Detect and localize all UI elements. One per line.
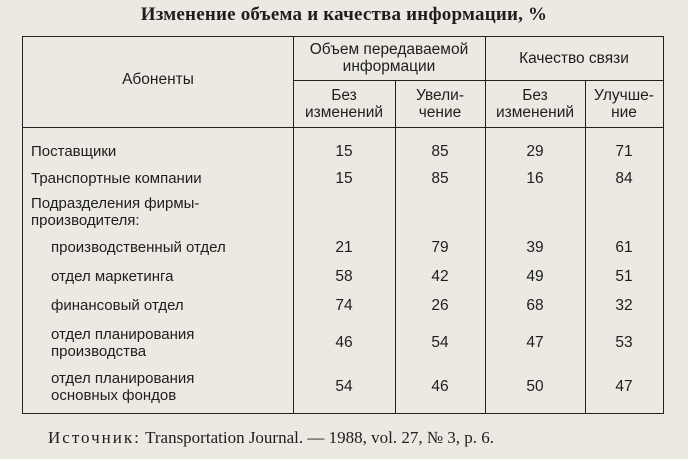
table-cell-value: 29 [526,143,544,160]
table-cell-value: 15 [335,170,353,187]
data-table [22,36,664,414]
row-label [51,297,184,314]
header-sub-line: изменений [304,104,384,121]
row-label-line: производителя: [31,212,140,229]
table-cell-value: 39 [526,239,544,256]
header-divider [293,80,663,81]
source-prefix: Источник: [48,428,141,447]
header-sub-line: Улучше- [594,87,654,104]
header-bottom-rule [23,127,663,128]
row-label-line: производства [51,343,147,360]
header-sub-line: Без [331,87,357,104]
table-cell-value: 47 [526,334,544,351]
header-sub-no-change-quality [485,87,585,121]
table-cell-value: 16 [526,170,544,187]
table-cell-value: 15 [335,143,353,160]
table-cell-value: 49 [526,268,544,285]
table-cell-value: 47 [615,378,633,395]
table-title: Изменение объема и качества информации, % [140,4,548,25]
source-note [48,428,494,448]
table-cell-value: 71 [615,143,633,160]
col-divider [585,81,586,413]
row-label-line: отдел планирования [51,370,195,387]
table-cell-value: 26 [431,297,449,314]
row-label-line: Подразделения фирмы- [31,195,200,212]
row-label [51,326,194,360]
row-label-line: отдел планирования [51,326,195,343]
row-label [51,239,226,256]
header-sub-no-change-volume [293,87,395,121]
header-sub-line: Без [522,87,548,104]
header-volume-line2: информации [342,58,436,75]
table-cell-value: 58 [335,268,353,285]
header-subscribers: Абоненты [122,71,194,88]
table-cell-value: 32 [615,297,633,314]
table-cell-value: 54 [431,334,449,351]
table-cell-value: 74 [335,297,353,314]
row-label-line: основных фондов [51,387,177,404]
row-label-line: отдел маркетинга [51,268,174,285]
table-cell-value: 21 [335,239,353,256]
table-cell-value: 46 [335,334,353,351]
row-label-line: Поставщики [31,143,117,160]
row-label-line: Транспортные компании [31,170,202,187]
table-cell-value: 53 [615,334,633,351]
header-volume-line1: Объем передаваемой [309,41,469,58]
row-label [51,370,194,404]
row-label-line: производственный отдел [51,239,226,256]
header-sub-line: ние [611,104,637,121]
header-sub-improvement [585,87,663,121]
row-label-line: финансовый отдел [51,297,184,314]
table-cell-value: 51 [615,268,633,285]
row-label [31,143,116,160]
table-cell-value: 61 [615,239,633,256]
header-sub-line: Увели- [415,87,464,104]
row-label [51,268,174,285]
table-cell-value: 42 [431,268,449,285]
table-cell-value: 50 [526,378,544,395]
table-cell-value: 54 [335,378,353,395]
source-text: Transportation Journal. — 1988, vol. 27, № 3, p. 6. [140,428,495,447]
table-cell-value: 85 [431,143,449,160]
table-cell-value: 68 [526,297,544,314]
header-sub-increase [395,87,485,121]
table-cell-value: 84 [615,170,633,187]
table-cell-value: 79 [431,239,449,256]
row-label [31,170,202,187]
col-divider [395,81,396,413]
header-quality: Качество связи [519,50,629,67]
header-volume [293,41,485,75]
table-cell-value: 85 [431,170,449,187]
header-sub-line: изменений [495,104,575,121]
row-label [31,195,199,229]
table-cell-value: 46 [431,378,449,395]
header-sub-line: чение [418,104,462,121]
